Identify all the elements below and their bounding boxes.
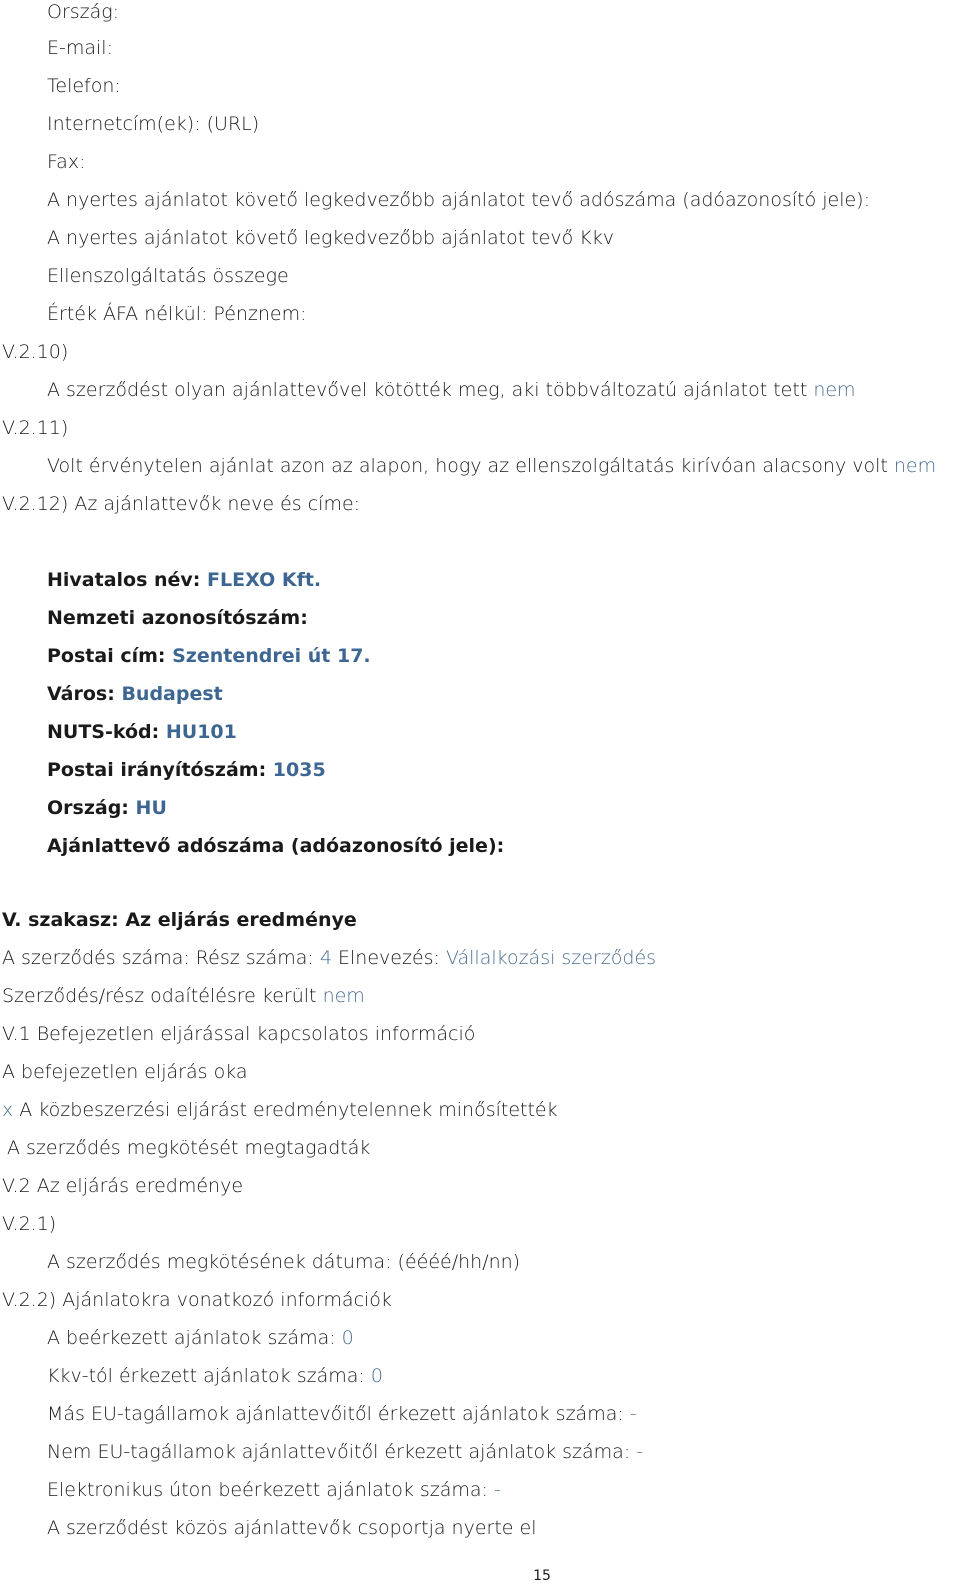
lot-number-value: 4 — [319, 947, 332, 969]
offers-received-row — [47, 1326, 354, 1350]
reason-option-refused: A szerződés megkötését megtagadták — [7, 1137, 371, 1159]
non-eu-offers-value: - — [636, 1441, 644, 1463]
section-v210-value: nem — [813, 379, 856, 401]
bidder-postcode-label: Postai irányítószám: — [47, 759, 267, 781]
bidder-address-row — [47, 644, 371, 668]
value-excl-vat-label: Érték ÁFA nélkül: Pénznem: — [47, 303, 307, 325]
contract-number-label: A szerződés száma: Rész száma: — [2, 947, 314, 969]
electronic-offers-value: - — [494, 1479, 501, 1501]
sme-offers-row — [47, 1364, 383, 1388]
section-v22-heading: V.2.2) Ajánlatokra vonatkozó információk — [2, 1289, 392, 1311]
bidder-nuts-value: HU101 — [165, 721, 237, 743]
electronic-offers-label: Elektronikus úton beérkezett ajánlatok száma: — [47, 1479, 488, 1501]
bidder-name-value: FLEXO Kft. — [207, 569, 322, 591]
bidder-nuts-row — [47, 720, 237, 744]
unfinished-reason-label: A befejezetlen eljárás oka — [2, 1061, 248, 1083]
reason-option-unsuccessful — [2, 1098, 558, 1122]
contract-number-row — [2, 946, 656, 970]
section-v210-code: V.2.10) — [2, 341, 69, 363]
bidder-postcode-row — [47, 758, 326, 782]
reason-option-unsuccessful-text: A közbeszerzési eljárást eredménytelennek minősítették — [19, 1099, 558, 1121]
non-eu-offers-row — [47, 1440, 643, 1464]
bidder-country-label: Ország: — [47, 797, 129, 819]
offers-received-label: A beérkezett ajánlatok száma: — [47, 1327, 336, 1349]
section-5-heading: V. szakasz: Az eljárás eredménye — [2, 909, 357, 931]
bidder-name-label: Hivatalos név: — [47, 569, 201, 591]
non-eu-offers-label: Nem EU-tagállamok ajánlattevőitől érkezett ajánlatok száma: — [47, 1441, 631, 1463]
joint-bidders-label: A szerződést közös ajánlattevők csoportja nyerte el — [47, 1517, 537, 1539]
bidder-city-row — [47, 682, 223, 706]
electronic-offers-row — [47, 1478, 501, 1502]
sme-offers-label: Kkv-tól érkezett ajánlatok száma: — [47, 1365, 365, 1387]
section-v212-heading: V.2.12) Az ajánlattevők neve és címe: — [2, 493, 361, 515]
section-v2-heading: V.2 Az eljárás eredménye — [2, 1175, 244, 1197]
bidder-tax-id-label: Ajánlattevő adószáma (adóazonosító jele): — [47, 835, 505, 857]
bidder-name-row — [47, 568, 321, 592]
runner-up-tax-id-label: A nyertes ajánlatot követő legkedvezőbb ajánlatot tevő adószáma (adóazonosító jele): — [47, 189, 870, 211]
contact-fax-label: Fax: — [47, 151, 86, 173]
contact-url-label: Internetcím(ek): (URL) — [47, 113, 260, 135]
consideration-label: Ellenszolgáltatás összege — [47, 265, 289, 287]
eu-offers-value: - — [629, 1403, 637, 1425]
section-v210-text: A szerződést olyan ajánlattevővel kötötték meg, aki többváltozatú ajánlatot tett — [47, 379, 808, 401]
bidder-city-label: Város: — [47, 683, 115, 705]
section-v21-code: V.2.1) — [2, 1213, 57, 1235]
offers-received-value: 0 — [341, 1327, 354, 1349]
bidder-postcode-value: 1035 — [272, 759, 326, 781]
page-number: 15 — [533, 1568, 551, 1584]
eu-offers-label: Más EU-tagállamok ajánlattevőitől érkezett ajánlatok száma: — [47, 1403, 624, 1425]
contract-date-label: A szerződés megkötésének dátuma: (éééé/hh/nn) — [47, 1251, 521, 1273]
bidder-national-id-label: Nemzeti azonosítószám: — [47, 607, 308, 629]
section-v211-value: nem — [893, 455, 937, 477]
section-v210-row — [47, 378, 856, 402]
runner-up-sme-label: A nyertes ajánlatot követő legkedvezőbb ajánlatot tevő Kkv — [47, 227, 614, 249]
sme-offers-value: 0 — [370, 1365, 383, 1387]
bidder-nuts-label: NUTS-kód: — [47, 721, 160, 743]
contact-phone-label: Telefon: — [47, 75, 121, 97]
contact-email-label: E-mail: — [47, 37, 113, 59]
bidder-address-label: Postai cím: — [47, 645, 166, 667]
section-v1-heading: V.1 Befejezetlen eljárással kapcsolatos információ — [2, 1023, 476, 1045]
title-label: Elnevezés: — [338, 947, 440, 969]
award-label: Szerződés/rész odaítélésre került — [2, 985, 317, 1007]
bidder-city-value: Budapest — [121, 683, 223, 705]
title-value: Vállalkozási szerződés — [445, 947, 657, 969]
eu-offers-row — [47, 1402, 637, 1426]
selected-mark: x — [2, 1099, 14, 1121]
bidder-country-value: HU — [135, 797, 167, 819]
section-v211-code: V.2.11) — [2, 417, 69, 439]
section-v211-row — [47, 454, 936, 478]
award-value: nem — [322, 985, 365, 1007]
bidder-country-row — [47, 796, 167, 820]
section-v211-text: Volt érvénytelen ajánlat azon az alapon, hogy az ellenszolgáltatás kirívóan alacsony volt — [47, 455, 888, 477]
bidder-address-value: Szentendrei út 17. — [172, 645, 371, 667]
award-row — [2, 984, 365, 1008]
contact-country-label: Ország: — [47, 1, 120, 23]
